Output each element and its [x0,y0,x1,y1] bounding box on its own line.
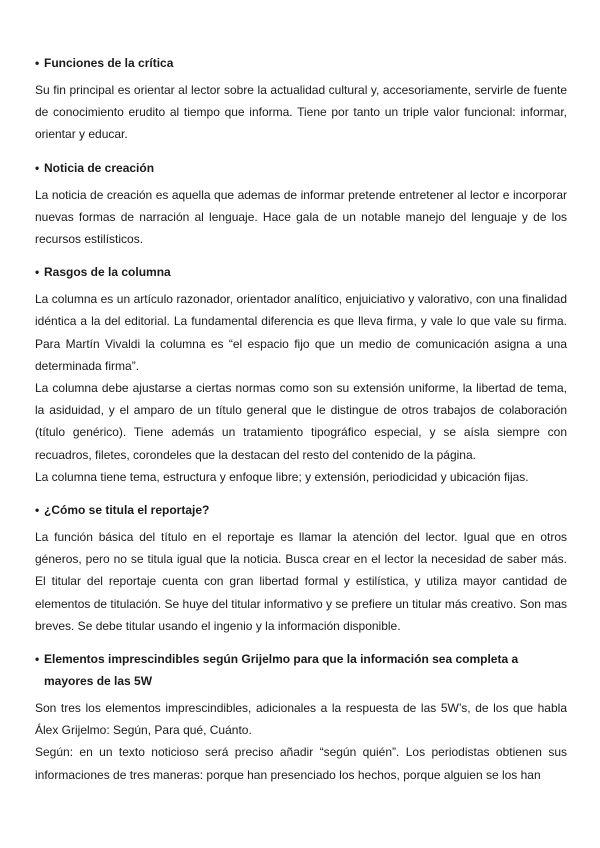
section-heading-text: Rasgos de la columna [44,265,171,280]
paragraph: La columna tiene tema, estructura y enfoque libre; y extensión, periodicidad y ubicación fijas. [35,469,529,484]
section-elementos-grijelmo [35,648,567,786]
section-heading-text: ¿Cómo se titula el reportaje? [44,503,210,518]
paragraph: La columna es un artículo razonador, orientador analítico, enjuiciativo y valorativo, con una finalidad idéntica a la del editorial. La fundamental diferencia es que lleva firma, y vale lo que vale su firma. Para Martín Vivaldi la columna es “el espacio fijo que un medio de comunicación asigna a una determinada firma”. [35,292,567,373]
section-funciones-critica [35,52,567,146]
bullet-icon: • [35,160,40,175]
section-heading [35,499,567,521]
section-heading-text: Funciones de la crítica [44,56,174,70]
section-rasgos-columna [35,261,567,488]
paragraph: Su fin principal es orientar al lector sobre la actualidad cultural y, accesoriamente, servirle de fuente de conocimiento erudito al tiempo que informa. Tiene por tanto un triple valor funcional: informar, orientar y educar. [35,83,567,142]
paragraph: Según: en un texto noticioso será preciso añadir “según quién”. Los periodistas obtienen sus informaciones de tres maneras: porque han presenciado los hechos, porque alguien se los han [35,745,567,782]
section-heading [35,261,567,283]
bullet-icon: • [35,56,40,70]
bullet-icon: • [35,503,40,518]
paragraph: Son tres los elementos imprescindibles, adicionales a la respuesta de las 5W’s, de los que habla Álex Grijelmo: Según, Para qué, Cuánto. [35,701,567,738]
paragraph: La función básica del título en el reportaje es llamar la atención del lector. Igual que en otros géneros, pero no se titula igual que la noticia. Busca crear en el lector la necesidad de saber más. El titular del reportaje cuenta con gran libertad formal y estilística, y utiliza mayor cantidad de elementos de titulación. Se huye del titular informativo y se prefiere un titular más creativo. Son mas breves. Se debe titular usando el ingenio y la información disponible. [35,530,567,633]
bullet-icon: • [35,652,40,667]
bullet-icon: • [35,265,40,280]
section-heading [35,648,567,692]
paragraph: La columna debe ajustarse a ciertas normas como son su extensión uniforme, la libertad de tema, la asiduidad, y el amparo de un título general que le distingue de otros trabajos de colaboración (título genérico). Tiene además un tratamiento tipográfico especial, y se aísla siempre con recuadros, filetes, corondeles que la destacan del resto del contenido de la página. [35,381,567,462]
section-heading [35,157,567,179]
section-heading [35,52,567,74]
section-heading-text: Elementos imprescindibles según Grijelmo para que la información sea completa a mayores de las 5W [44,652,519,689]
section-titula-reportaje [35,499,567,637]
document-page [35,52,567,797]
paragraph: La noticia de creación es aquella que ademas de informar pretende entretener al lector e incorporar nuevas formas de narración al lenguaje. Hace gala de un notable manejo del lenguaje y de los recursos estilísticos. [35,187,567,247]
section-noticia-creacion [35,157,567,251]
section-heading-text: Noticia de creación [44,160,155,175]
